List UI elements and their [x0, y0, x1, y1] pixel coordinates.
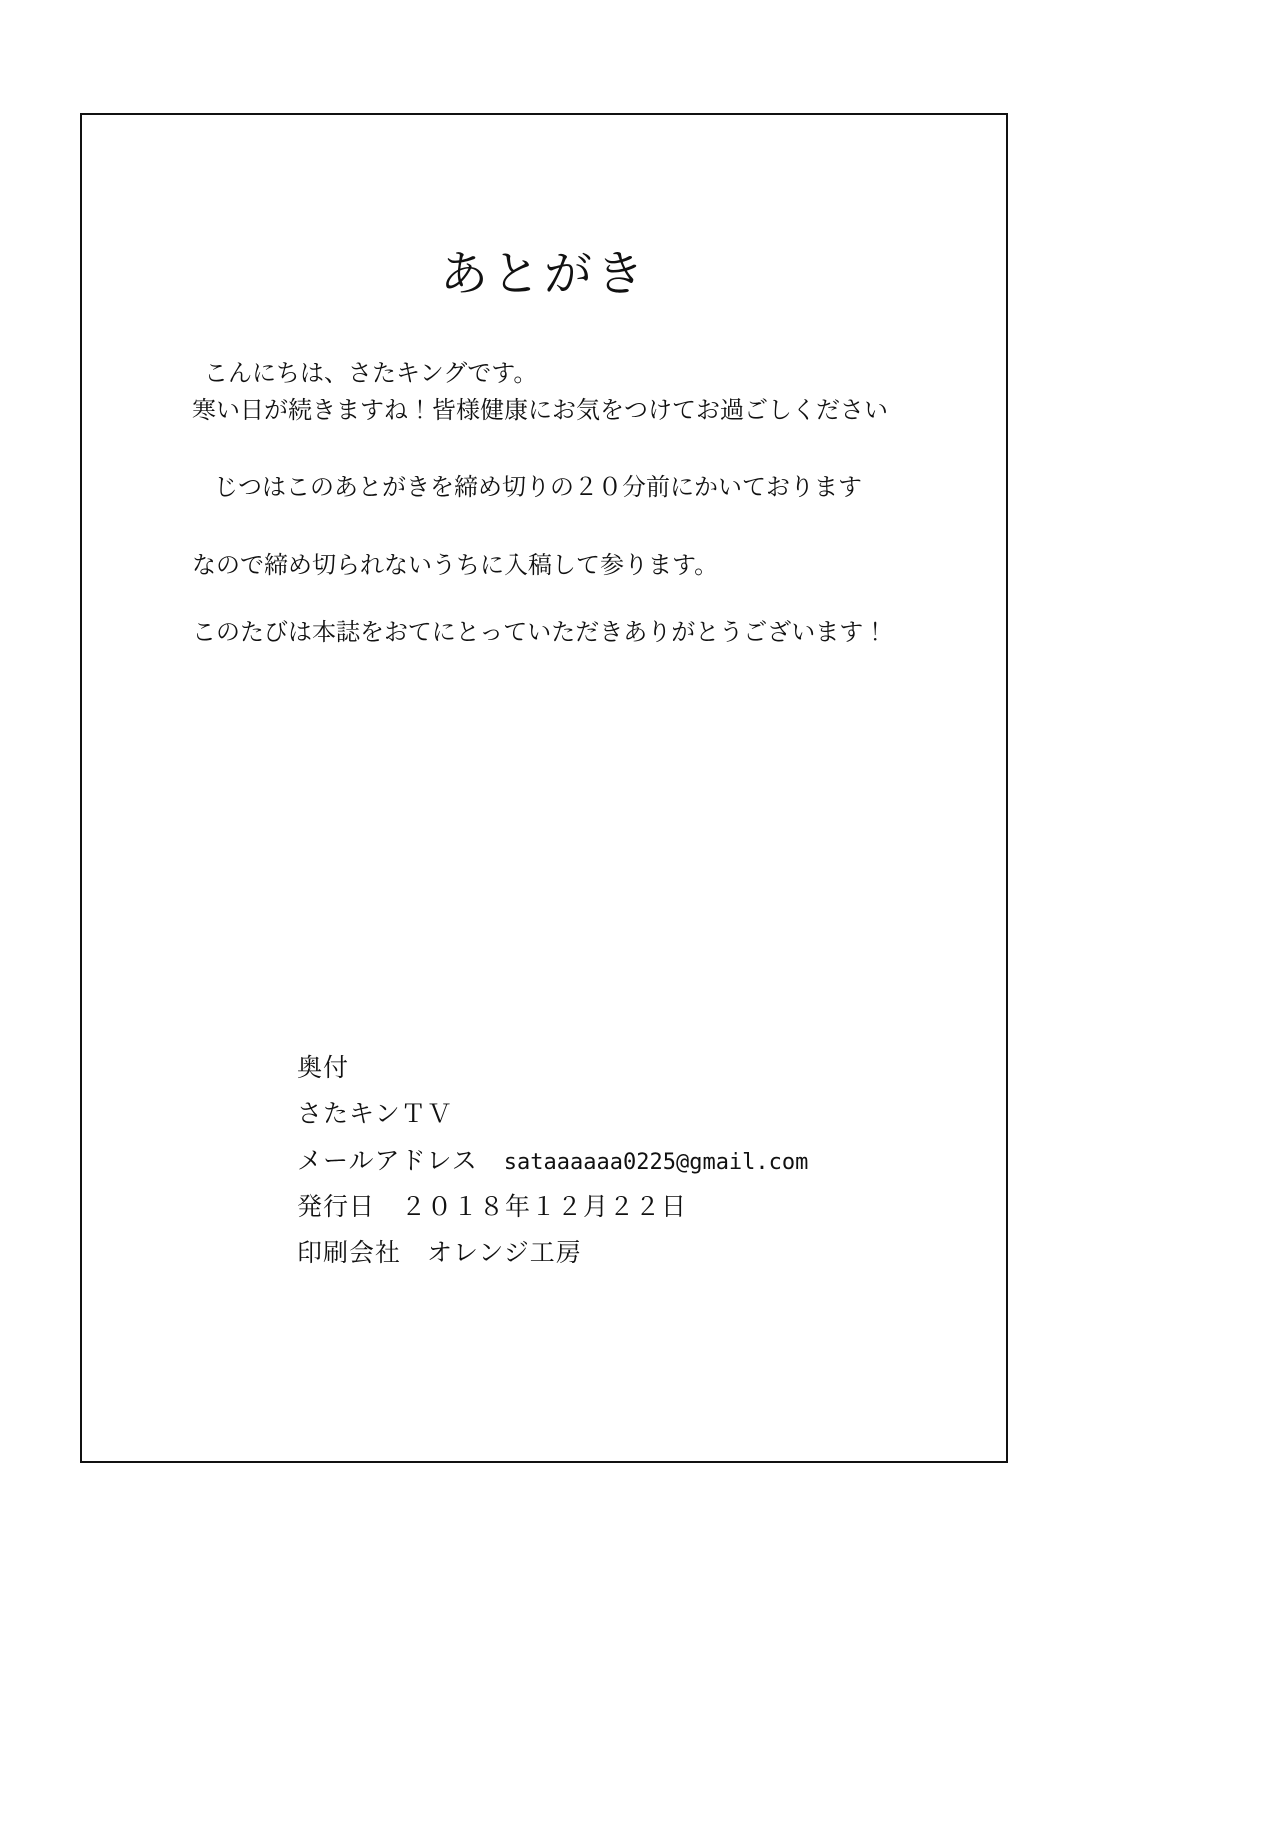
paragraph-spacer: [192, 507, 946, 547]
colophon-email-row: [297, 1138, 808, 1184]
colophon-printer-row: [297, 1230, 808, 1276]
colophon-email-value: sataaaaaa0225@gmail.com: [503, 1149, 809, 1175]
colophon-block: [297, 1045, 808, 1276]
colophon-printer-value: オレンジ工房: [427, 1238, 582, 1267]
body-line: このたびは本誌をおてにとっていただきありがとうございます！: [192, 617, 888, 646]
paragraph-spacer: [192, 584, 946, 614]
afterword-body: [192, 355, 946, 651]
body-line: じつはこのあとがきを締め切りの２０分前にかいております: [214, 473, 862, 502]
colophon-publish-row: [297, 1184, 808, 1230]
body-line: なので締め切られないうちに入稿して参ります。: [192, 550, 719, 579]
paragraph-spacer: [192, 429, 946, 469]
body-line: 寒い日が続きますね！皆様健康にお気をつけてお過ごしください: [192, 396, 888, 425]
colophon-publish-value: ２０１８年１２月２２日: [401, 1191, 688, 1221]
colophon-circle-name: さたキンＴＶ: [297, 1099, 453, 1129]
body-line: こんにちは、さたキングです。: [204, 359, 538, 387]
colophon-email-label: メールアドレス: [297, 1145, 478, 1175]
colophon-printer-label: 印刷会社: [297, 1238, 402, 1267]
colophon-heading: 奥付: [297, 1053, 350, 1082]
page-title: あとがき: [439, 246, 648, 302]
page-border-frame: [80, 113, 1008, 1463]
colophon-publish-label: 発行日: [297, 1191, 376, 1221]
